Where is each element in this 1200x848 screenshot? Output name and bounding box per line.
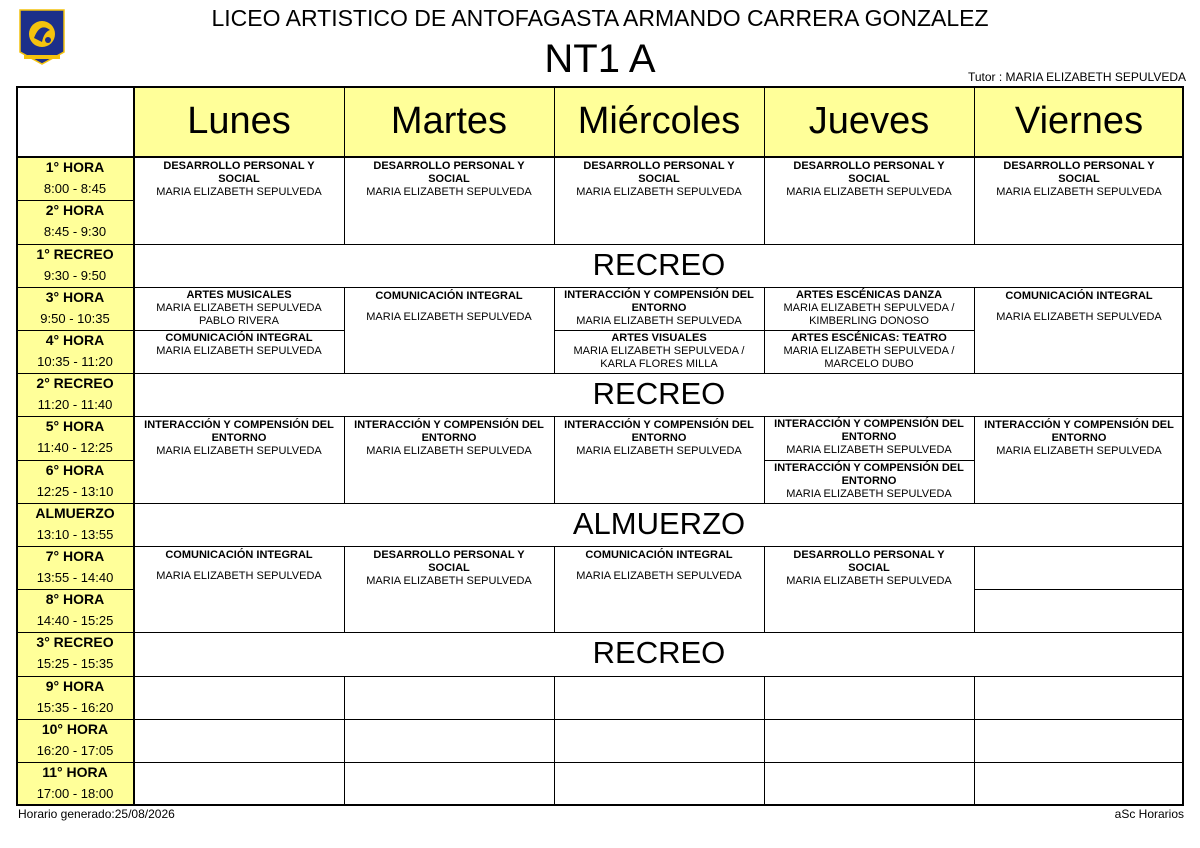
lesson-teacher: MARIA ELIZABETH SEPULVEDA [366, 186, 532, 198]
lesson-card[interactable] [344, 416, 554, 503]
period-label [16, 244, 134, 287]
period-name: 7° HORA [45, 548, 105, 564]
period-name: 1° HORA [45, 159, 105, 175]
lesson-card[interactable] [134, 287, 344, 330]
lesson-teacher: MARIA ELIZABETH SEPULVEDA [156, 570, 322, 582]
grid-line [764, 719, 974, 720]
lesson-subject: INTERACCIÓN Y COMPENSIÓN DEL ENTORNO [564, 289, 754, 314]
lesson-subject: INTERACCIÓN Y COMPENSIÓN DEL ENTORNO [774, 462, 964, 487]
lesson-subject: DESARROLLO PERSONAL Y SOCIAL [793, 160, 945, 185]
grid-line [16, 676, 134, 677]
period-name: 9° HORA [45, 678, 105, 694]
grid-line [554, 546, 555, 589]
grid-line [16, 460, 134, 461]
period-time: 15:25 - 15:35 [36, 656, 114, 671]
day-header: Lunes [134, 86, 344, 157]
grid-line [974, 287, 975, 330]
lesson-teacher: MARIA ELIZABETH SEPULVEDA / KARLA FLORES MILLA [573, 345, 745, 370]
period-label [16, 416, 134, 460]
period-time: 12:25 - 13:10 [36, 484, 114, 499]
lesson-teacher: MARIA ELIZABETH SEPULVEDA [366, 445, 532, 457]
lesson-subject: INTERACCIÓN Y COMPENSIÓN DEL ENTORNO [984, 419, 1174, 444]
lesson-subject: COMUNICACIÓN INTEGRAL [165, 549, 313, 561]
grid-line [16, 330, 134, 331]
period-label [16, 676, 134, 719]
grid-line [554, 762, 555, 805]
grid-line [764, 460, 765, 503]
grid-line [764, 676, 765, 719]
grid-line [134, 244, 1184, 245]
period-name: 5° HORA [45, 418, 105, 434]
software-credit: aSc Horarios [1114, 807, 1184, 821]
class-title: NT1 A [544, 37, 656, 81]
period-time: 8:45 - 9:30 [43, 224, 107, 239]
grid-line [764, 200, 765, 244]
grid-line [764, 719, 765, 762]
lesson-teacher: MARIA ELIZABETH SEPULVEDA [366, 575, 532, 587]
period-time: 9:30 - 9:50 [43, 268, 107, 283]
lesson-subject: INTERACCIÓN Y COMPENSIÓN DEL ENTORNO [564, 419, 754, 444]
lesson-card[interactable] [974, 157, 1184, 244]
tutor-label: Tutor : MARIA ELIZABETH SEPULVEDA [967, 70, 1186, 84]
grid-line [764, 546, 765, 589]
lesson-subject: INTERACCIÓN Y COMPENSIÓN DEL ENTORNO [144, 419, 334, 444]
grid-line [16, 200, 134, 201]
grid-line [974, 460, 975, 503]
grid-line [764, 330, 974, 331]
grid-line [344, 200, 345, 244]
period-label [16, 632, 134, 676]
lesson-teacher: MARIA ELIZABETH SEPULVEDA [156, 445, 322, 457]
period-name: 2° HORA [45, 202, 105, 218]
grid-line [344, 287, 345, 330]
lesson-card[interactable] [764, 546, 974, 632]
grid-line [764, 762, 765, 805]
lesson-teacher: MARIA ELIZABETH SEPULVEDA [996, 311, 1162, 323]
period-time: 10:35 - 11:20 [37, 354, 113, 369]
period-label [16, 287, 134, 330]
grid-line [344, 416, 345, 460]
grid-line [134, 546, 1184, 547]
grid-line [554, 676, 555, 719]
lesson-subject: COMUNICACIÓN INTEGRAL [375, 290, 523, 302]
grid-line [764, 287, 765, 330]
grid-line [974, 719, 975, 762]
lesson-subject: INTERACCIÓN Y COMPENSIÓN DEL ENTORNO [354, 419, 544, 444]
grid-line [554, 200, 555, 244]
grid-line [16, 546, 134, 547]
lesson-card[interactable] [134, 157, 344, 244]
lesson-teacher: MARIA ELIZABETH SEPULVEDA [576, 445, 742, 457]
break-band: ALMUERZO [134, 503, 1184, 546]
grid-line [974, 86, 975, 157]
grid-line [974, 200, 975, 244]
grid-line [344, 719, 554, 720]
grid-line [134, 676, 1184, 677]
period-label [16, 330, 134, 373]
lesson-card[interactable] [974, 416, 1184, 503]
grid-line [344, 676, 345, 719]
period-name: 10° HORA [41, 721, 109, 737]
grid-line [554, 287, 555, 330]
grid-line [16, 244, 134, 245]
period-time: 14:40 - 15:25 [36, 613, 114, 628]
grid-line [344, 719, 345, 762]
period-time: 13:55 - 14:40 [36, 570, 114, 585]
grid-line [16, 86, 18, 805]
lesson-teacher: MARIA ELIZABETH SEPULVEDA [786, 444, 952, 456]
lesson-subject: DESARROLLO PERSONAL Y SOCIAL [1003, 160, 1155, 185]
period-name: 6° HORA [45, 462, 105, 478]
grid-line [16, 373, 134, 374]
generated-date: Horario generado:25/08/2026 [18, 807, 175, 821]
period-time: 17:00 - 18:00 [36, 786, 114, 801]
grid-line [16, 719, 134, 720]
lesson-card[interactable] [134, 330, 344, 373]
lesson-subject: ARTES ESCÉNICAS: TEATRO [791, 332, 947, 344]
period-name: ALMUERZO [35, 505, 115, 521]
period-time: 13:10 - 13:55 [36, 527, 114, 542]
grid-line [16, 287, 134, 288]
grid-line [554, 460, 555, 503]
grid-line [974, 330, 975, 373]
grid-line [974, 719, 1184, 720]
period-label [16, 762, 134, 805]
grid-line [974, 546, 975, 589]
grid-line [764, 416, 765, 460]
lesson-subject: COMUNICACIÓN INTEGRAL [165, 332, 313, 344]
grid-line [134, 373, 1184, 374]
lesson-card[interactable] [764, 330, 974, 373]
lesson-subject: COMUNICACIÓN INTEGRAL [1005, 290, 1153, 302]
break-band: RECREO [134, 373, 1184, 416]
lesson-card[interactable] [764, 157, 974, 244]
grid-line [344, 546, 345, 589]
lesson-teacher: MARIA ELIZABETH SEPULVEDA / KIMBERLING DONOSO [783, 302, 955, 327]
grid-line [16, 156, 1184, 158]
grid-line [554, 86, 555, 157]
lesson-subject: ARTES MUSICALES [186, 289, 292, 301]
lesson-card[interactable] [764, 287, 974, 330]
lesson-card[interactable] [764, 460, 974, 503]
lesson-card[interactable] [344, 287, 554, 373]
lesson-teacher: MARIA ELIZABETH SEPULVEDA [156, 186, 322, 198]
grid-line [554, 719, 764, 720]
grid-line [974, 676, 975, 719]
grid-line [974, 157, 975, 200]
period-time: 11:40 - 12:25 [37, 440, 113, 455]
period-name: 11° HORA [42, 764, 108, 780]
lesson-teacher: MARIA ELIZABETH SEPULVEDA [786, 488, 952, 500]
period-name: 3° HORA [45, 289, 105, 305]
period-time: 9:50 - 10:35 [40, 311, 110, 326]
grid-line [974, 762, 1184, 763]
lesson-card[interactable] [764, 416, 974, 460]
day-header: Viernes [974, 86, 1184, 157]
grid-line [554, 157, 555, 200]
lesson-subject: DESARROLLO PERSONAL Y SOCIAL [583, 160, 735, 185]
grid-line [134, 416, 1184, 417]
grid-line [764, 157, 765, 200]
period-label [16, 157, 134, 200]
grid-line [134, 330, 344, 331]
grid-line [344, 330, 345, 373]
period-time: 16:20 - 17:05 [36, 743, 114, 758]
lesson-card[interactable] [554, 416, 764, 503]
grid-line [134, 287, 1184, 288]
grid-line [764, 330, 765, 373]
lesson-teacher: MARIA ELIZABETH SEPULVEDA [786, 575, 952, 587]
grid-line [974, 589, 1184, 590]
grid-line [1182, 86, 1184, 805]
lesson-card[interactable] [554, 157, 764, 244]
grid-line [554, 762, 764, 763]
period-label [16, 589, 134, 632]
grid-line [764, 86, 765, 157]
grid-line [134, 632, 1184, 633]
corner-cell [16, 86, 134, 157]
lesson-subject: DESARROLLO PERSONAL Y SOCIAL [373, 549, 525, 574]
period-label [16, 200, 134, 244]
grid-line [554, 719, 555, 762]
grid-line [134, 762, 344, 763]
grid-line [554, 416, 555, 460]
period-label [16, 460, 134, 503]
grid-line [344, 762, 345, 805]
grid-line [974, 416, 975, 460]
grid-line [554, 330, 555, 373]
lesson-card[interactable] [344, 157, 554, 244]
period-name: 4° HORA [45, 332, 105, 348]
grid-line [134, 503, 1184, 504]
lesson-subject: ARTES ESCÉNICAS DANZA [795, 289, 943, 301]
lesson-subject: DESARROLLO PERSONAL Y SOCIAL [163, 160, 315, 185]
grid-line [554, 330, 764, 331]
lesson-teacher: MARIA ELIZABETH SEPULVEDA / MARCELO DUBO [783, 345, 955, 370]
period-label [16, 503, 134, 546]
day-header: Martes [344, 86, 554, 157]
grid-line [16, 86, 1184, 88]
lesson-teacher: MARIA ELIZABETH SEPULVEDA [156, 345, 322, 357]
period-label [16, 719, 134, 762]
lesson-subject: DESARROLLO PERSONAL Y SOCIAL [373, 160, 525, 185]
grid-line [16, 762, 134, 763]
day-header: Miércoles [554, 86, 764, 157]
period-time: 8:00 - 8:45 [43, 181, 107, 196]
grid-line [133, 86, 135, 805]
grid-line [16, 416, 134, 417]
lesson-teacher: MARIA ELIZABETH SEPULVEDA [996, 445, 1162, 457]
grid-line [16, 503, 134, 504]
lesson-teacher: MARIA ELIZABETH SEPULVEDA [786, 186, 952, 198]
break-band: RECREO [134, 632, 1184, 676]
grid-line [974, 589, 975, 632]
period-name: 3° RECREO [36, 634, 114, 650]
lesson-teacher: MARIA ELIZABETH SEPULVEDA [576, 315, 742, 327]
grid-line [764, 460, 974, 461]
lesson-card[interactable] [554, 287, 764, 330]
grid-line [344, 86, 345, 157]
day-header: Jueves [764, 86, 974, 157]
grid-line [344, 460, 345, 503]
lesson-teacher: MARIA ELIZABETH SEPULVEDA [366, 311, 532, 323]
grid-line [16, 804, 1184, 806]
lesson-teacher: MARIA ELIZABETH SEPULVEDA PABLO RIVERA [156, 302, 322, 327]
grid-line [764, 762, 974, 763]
period-time: 15:35 - 16:20 [36, 700, 114, 715]
period-name: 1° RECREO [36, 246, 114, 262]
grid-line [764, 589, 765, 632]
grid-line [16, 632, 134, 633]
lesson-teacher: MARIA ELIZABETH SEPULVEDA [576, 570, 742, 582]
period-name: 8° HORA [45, 591, 105, 607]
grid-line [344, 762, 554, 763]
grid-line [554, 589, 555, 632]
lesson-subject: COMUNICACIÓN INTEGRAL [585, 549, 733, 561]
lesson-card[interactable] [554, 546, 764, 632]
break-band: RECREO [134, 244, 1184, 287]
lesson-card[interactable] [554, 330, 764, 373]
lesson-card[interactable] [134, 416, 344, 503]
school-title: LICEO ARTISTICO DE ANTOFAGASTA ARMANDO CARRERA GONZALEZ [211, 5, 989, 31]
grid-line [134, 719, 344, 720]
lesson-card[interactable] [134, 546, 344, 632]
period-label [16, 546, 134, 589]
period-time: 11:20 - 11:40 [37, 397, 113, 412]
lesson-subject: INTERACCIÓN Y COMPENSIÓN DEL ENTORNO [774, 418, 964, 443]
lesson-teacher: MARIA ELIZABETH SEPULVEDA [996, 186, 1162, 198]
grid-line [974, 762, 975, 805]
grid-line [344, 589, 345, 632]
period-name: 2° RECREO [36, 375, 114, 391]
lesson-teacher: MARIA ELIZABETH SEPULVEDA [576, 186, 742, 198]
period-label [16, 373, 134, 416]
lesson-subject: ARTES VISUALES [611, 332, 707, 344]
lesson-card[interactable] [974, 287, 1184, 373]
grid-line [16, 589, 134, 590]
lesson-card[interactable] [344, 546, 554, 632]
grid-line [344, 157, 345, 200]
lesson-subject: DESARROLLO PERSONAL Y SOCIAL [793, 549, 945, 574]
